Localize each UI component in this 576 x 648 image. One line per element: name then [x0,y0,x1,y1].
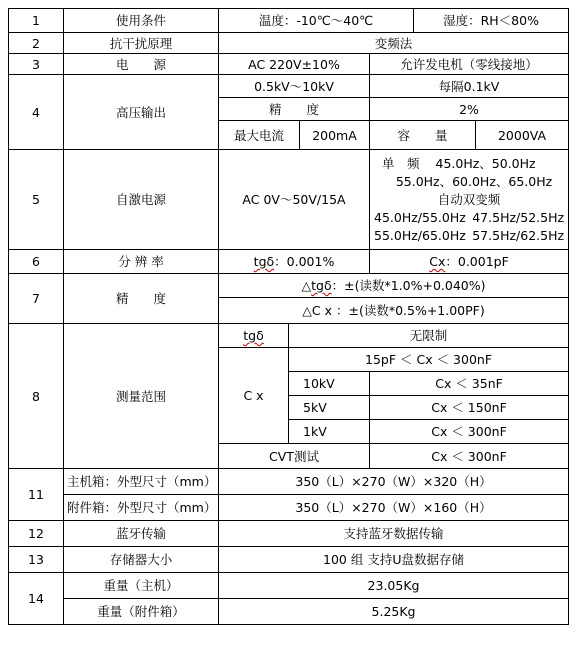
row-12 [9,521,569,547]
row-number: 11 [9,469,64,521]
accuracy-label: 精 度 [219,98,370,121]
row-number: 8 [9,324,64,469]
range-tg-label [219,324,289,348]
row-13 [9,547,569,573]
item-value: 100 组 支持U盘数据存储 [219,547,569,573]
spec-table [8,8,569,625]
capacity-label: 容 量 [370,121,476,150]
row-14 [9,573,569,599]
range-cx-label: C x [219,348,289,444]
dual-frequency-pair: 55.0Hz/65.0Hz [374,227,466,243]
tg-delta-symbol: tgδ [253,254,275,269]
row-number: 2 [9,33,64,54]
accessory-case-size-label: 附件箱：外型尺寸（mm） [64,495,219,521]
frequency-cell [370,150,569,250]
row-5 [9,150,569,250]
row-2 [9,33,569,54]
capacity-value: 2000VA [476,121,569,150]
row-1 [9,9,569,33]
accuracy-value: 2% [370,98,569,121]
delta-symbol: △ [301,278,312,293]
voltage-range: 0.5kV～10kV [219,75,370,98]
accuracy-cx-formula: △C x ：±(读数*0.5%+1.00PF) [219,298,569,324]
item-name: 自激电源 [64,150,219,250]
dual-frequency-row-b [374,227,564,245]
item-name: 测量范围 [64,324,219,469]
main-case-size-label: 主机箱：外型尺寸（mm） [64,469,219,495]
row-number: 7 [9,274,64,324]
accessory-case-size-value: 350（L）×270（W）×160（H） [219,495,569,521]
row-8 [9,324,569,348]
voltage-level: 10kV [289,372,370,396]
row-number: 3 [9,54,64,75]
row-11-accessory [9,495,569,521]
row-number: 5 [9,150,64,250]
row-4 [9,75,569,98]
single-frequency-label: 单 频 [382,155,420,171]
single-frequency-line1 [374,155,564,173]
main-case-size-value: 350（L）×270（W）×320（H） [219,469,569,495]
item-name: 存储器大小 [64,547,219,573]
voltage-level: 5kV [289,396,370,420]
main-weight-value: 23.05Kg [219,573,569,599]
resolution-tg-value: ：0.001% [274,254,335,269]
max-current-value: 200mA [300,121,370,150]
generator-note: 允许发电机（零线接地） [370,54,569,75]
item-value: 支持蓝牙数据传输 [219,521,569,547]
row-number: 13 [9,547,64,573]
cvt-cx-limit: Cx ＜ 300nF [370,444,569,469]
dual-frequency-pair: 47.5Hz/52.5Hz [472,209,565,225]
range-cx-overall: 15pF ＜ Cx ＜ 300nF [289,348,569,372]
max-current-label: 最大电流 [219,121,300,150]
row-14-accessory [9,599,569,625]
row-number: 1 [9,9,64,33]
tg-delta-symbol: tgδ [243,328,264,343]
accuracy-tg [219,274,569,298]
dual-frequency-pair: 45.0Hz/55.0Hz [374,209,466,225]
accessory-weight-value: 5.25Kg [219,599,569,625]
item-name: 精 度 [64,274,219,324]
item-name: 蓝牙传输 [64,521,219,547]
main-weight-label: 重量（主机） [64,573,219,599]
dual-frequency-label: 自动双变频 [437,191,501,207]
resolution-cx-value: ：0.001pF [445,254,509,269]
item-name: 电 源 [64,54,219,75]
tg-delta-symbol: tgδ [311,278,332,293]
voltage-step: 每隔0.1kV [370,75,569,98]
single-frequency-line2: 55.0Hz、60.0Hz、65.0Hz [395,173,553,189]
cx-symbol: Cx [429,254,446,269]
temperature-range: 温度：-10℃～40℃ [219,9,414,33]
row-6 [9,250,569,274]
resolution-tg [219,250,370,274]
accuracy-tg-formula: ：±(读数*1.0%+0.040%) [331,278,486,293]
cvt-test-label: CVT测试 [219,444,370,469]
cx-limit: Cx ＜ 300nF [370,420,569,444]
row-3 [9,54,569,75]
row-7 [9,274,569,298]
row-number: 14 [9,573,64,625]
humidity-range: 湿度：RH＜80% [414,9,569,33]
resolution-cx [370,250,569,274]
item-name: 抗干扰原理 [64,33,219,54]
single-frequency-values: 45.0Hz、50.0Hz [435,155,536,171]
voltage-level: 1kV [289,420,370,444]
row-11 [9,469,569,495]
range-tg-value: 无限制 [289,324,569,348]
dual-frequency-pair: 57.5Hz/62.5Hz [472,227,565,243]
row-number: 12 [9,521,64,547]
item-name: 分 辨 率 [64,250,219,274]
excitation-ac-value: AC 0V～50V/15A [219,150,370,250]
cx-limit: Cx ＜ 35nF [370,372,569,396]
item-name: 使用条件 [64,9,219,33]
row-number: 6 [9,250,64,274]
accessory-weight-label: 重量（附件箱） [64,599,219,625]
cx-limit: Cx ＜ 150nF [370,396,569,420]
power-ac-value: AC 220V±10% [219,54,370,75]
item-value: 变频法 [219,33,569,54]
row-number: 4 [9,75,64,150]
dual-frequency-row-a [374,209,564,227]
item-name: 高压输出 [64,75,219,150]
